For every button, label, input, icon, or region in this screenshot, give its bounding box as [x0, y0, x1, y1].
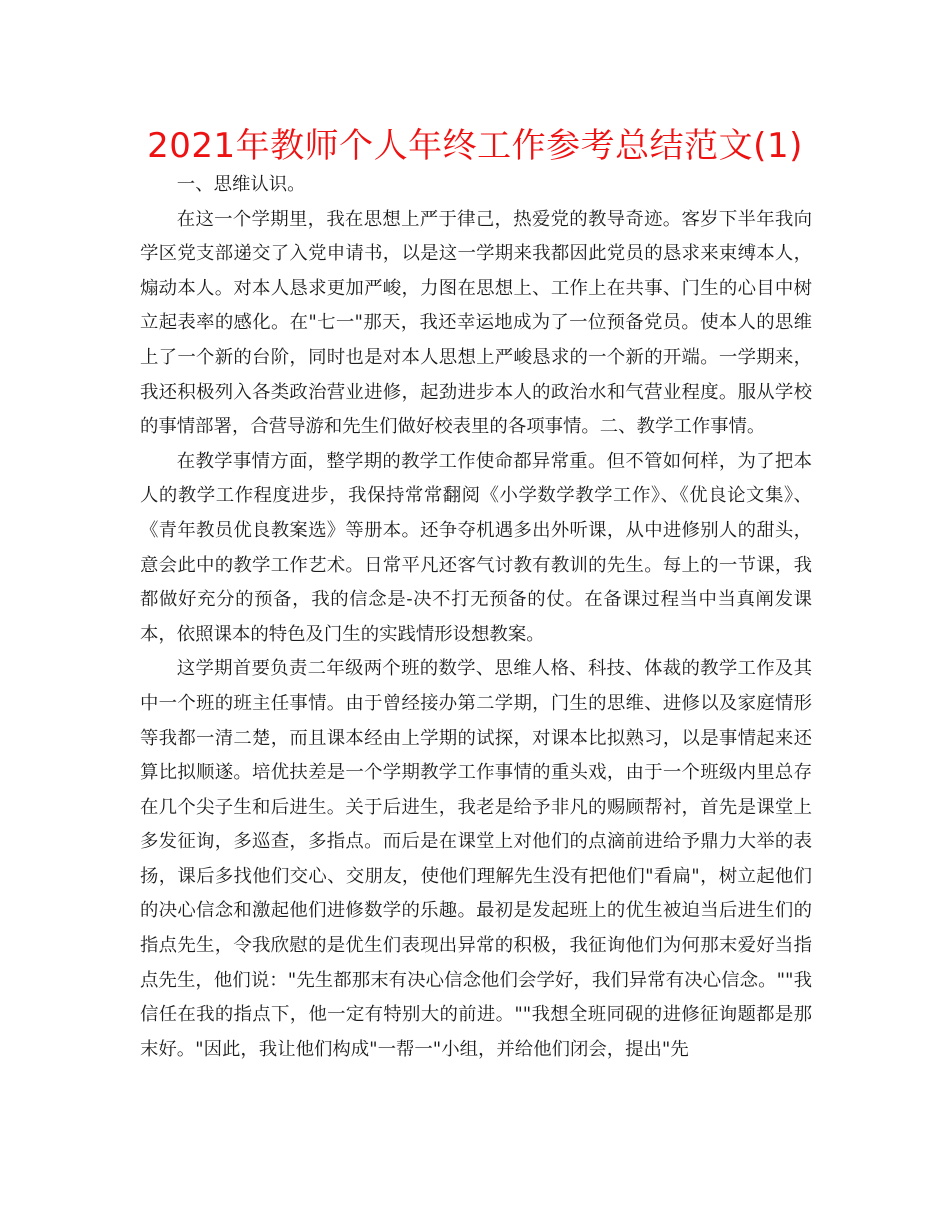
- paragraph-1: 在这一个学期里，我在思想上严于律己，热爱党的教导奇迹。客岁下半年我向学区党支部递交了入党申请书，以是这一学期来我都因此党员的恳求来束缚本人，煽动本人。对本人恳求更加严峻，力图在思想上、工作上在共事、门生的心目中树立起表率的感化。在"七一"那天，我还幸运地成为了一位预备党员。使本人的思维上了一个新的台阶，同时也是对本人思想上严峻恳求的一个新的开端。一学期来，我还积极列入各类政治营业进修，起劲进步本人的政治水和气营业程度。服从学校的事情部署，合营导游和先生们做好校表里的各项事情。二、教学工作事情。: [140, 208, 812, 438]
- section-heading: 一、思维认识。: [176, 174, 306, 195]
- document-body: [140, 168, 812, 1067]
- paragraph-2: 在教学事情方面，整学期的教学工作使命都异常重。但不管如何样，为了把本人的教学工作程度进步，我保持常常翻阅《小学数学教学工作》、《优良论文集》、《青年教员优良教案选》等册本。还争夺机遇多出外听课，从中进修别人的甜头，意会此中的教学工作艺术。日常平凡还客气讨教有教训的先生。每上的一节课，我都做好充分的预备，我的信念是-决不打无预备的仗。在备课过程当中当真阐发课本，依照课本的特色及门生的实践情形设想教案。: [140, 450, 812, 645]
- document-title: 2021年教师个人年终工作参考总结范文(1): [147, 126, 803, 166]
- paragraph-3: 这学期首要负责二年级两个班的数学、思维人格、科技、体裁的教学工作及其中一个班的班主任事情。由于曾经接办第二学期，门生的思维、进修以及家庭情形等我都一清二楚，而且课本经由上学期的试探，对课本比拟熟习，以是事情起来还算比拟顺遂。培优扶差是一个学期教学工作事情的重头戏，由于一个班级内里总存在几个尖子生和后进生。关于后进生，我老是给予非凡的赐顾帮衬，首先是课堂上多发征询，多巡查，多指点。而后是在课堂上对他们的点滴前进给予鼎力大举的表扬，课后多找他们交心、交朋友，使他们理解先生没有把他们"看扁"，树立起他们的决心信念和激起他们进修数学的乐趣。最初是发起班上的优生被迫当后进生们的指点先生，令我欣慰的是优生们表现出异常的积极，我征询他们为何那末爱好当指点先生，他们说："先生都那末有决心信念他们会学好，我们异常有决心信念。""我信任在我的指点下，他一定有特别大的前进。""我想全班同砚的进修征询题都是那末好。"因此，我让他们构成"一帮一"小组，并给他们闭会，提出"先: [140, 658, 812, 1060]
